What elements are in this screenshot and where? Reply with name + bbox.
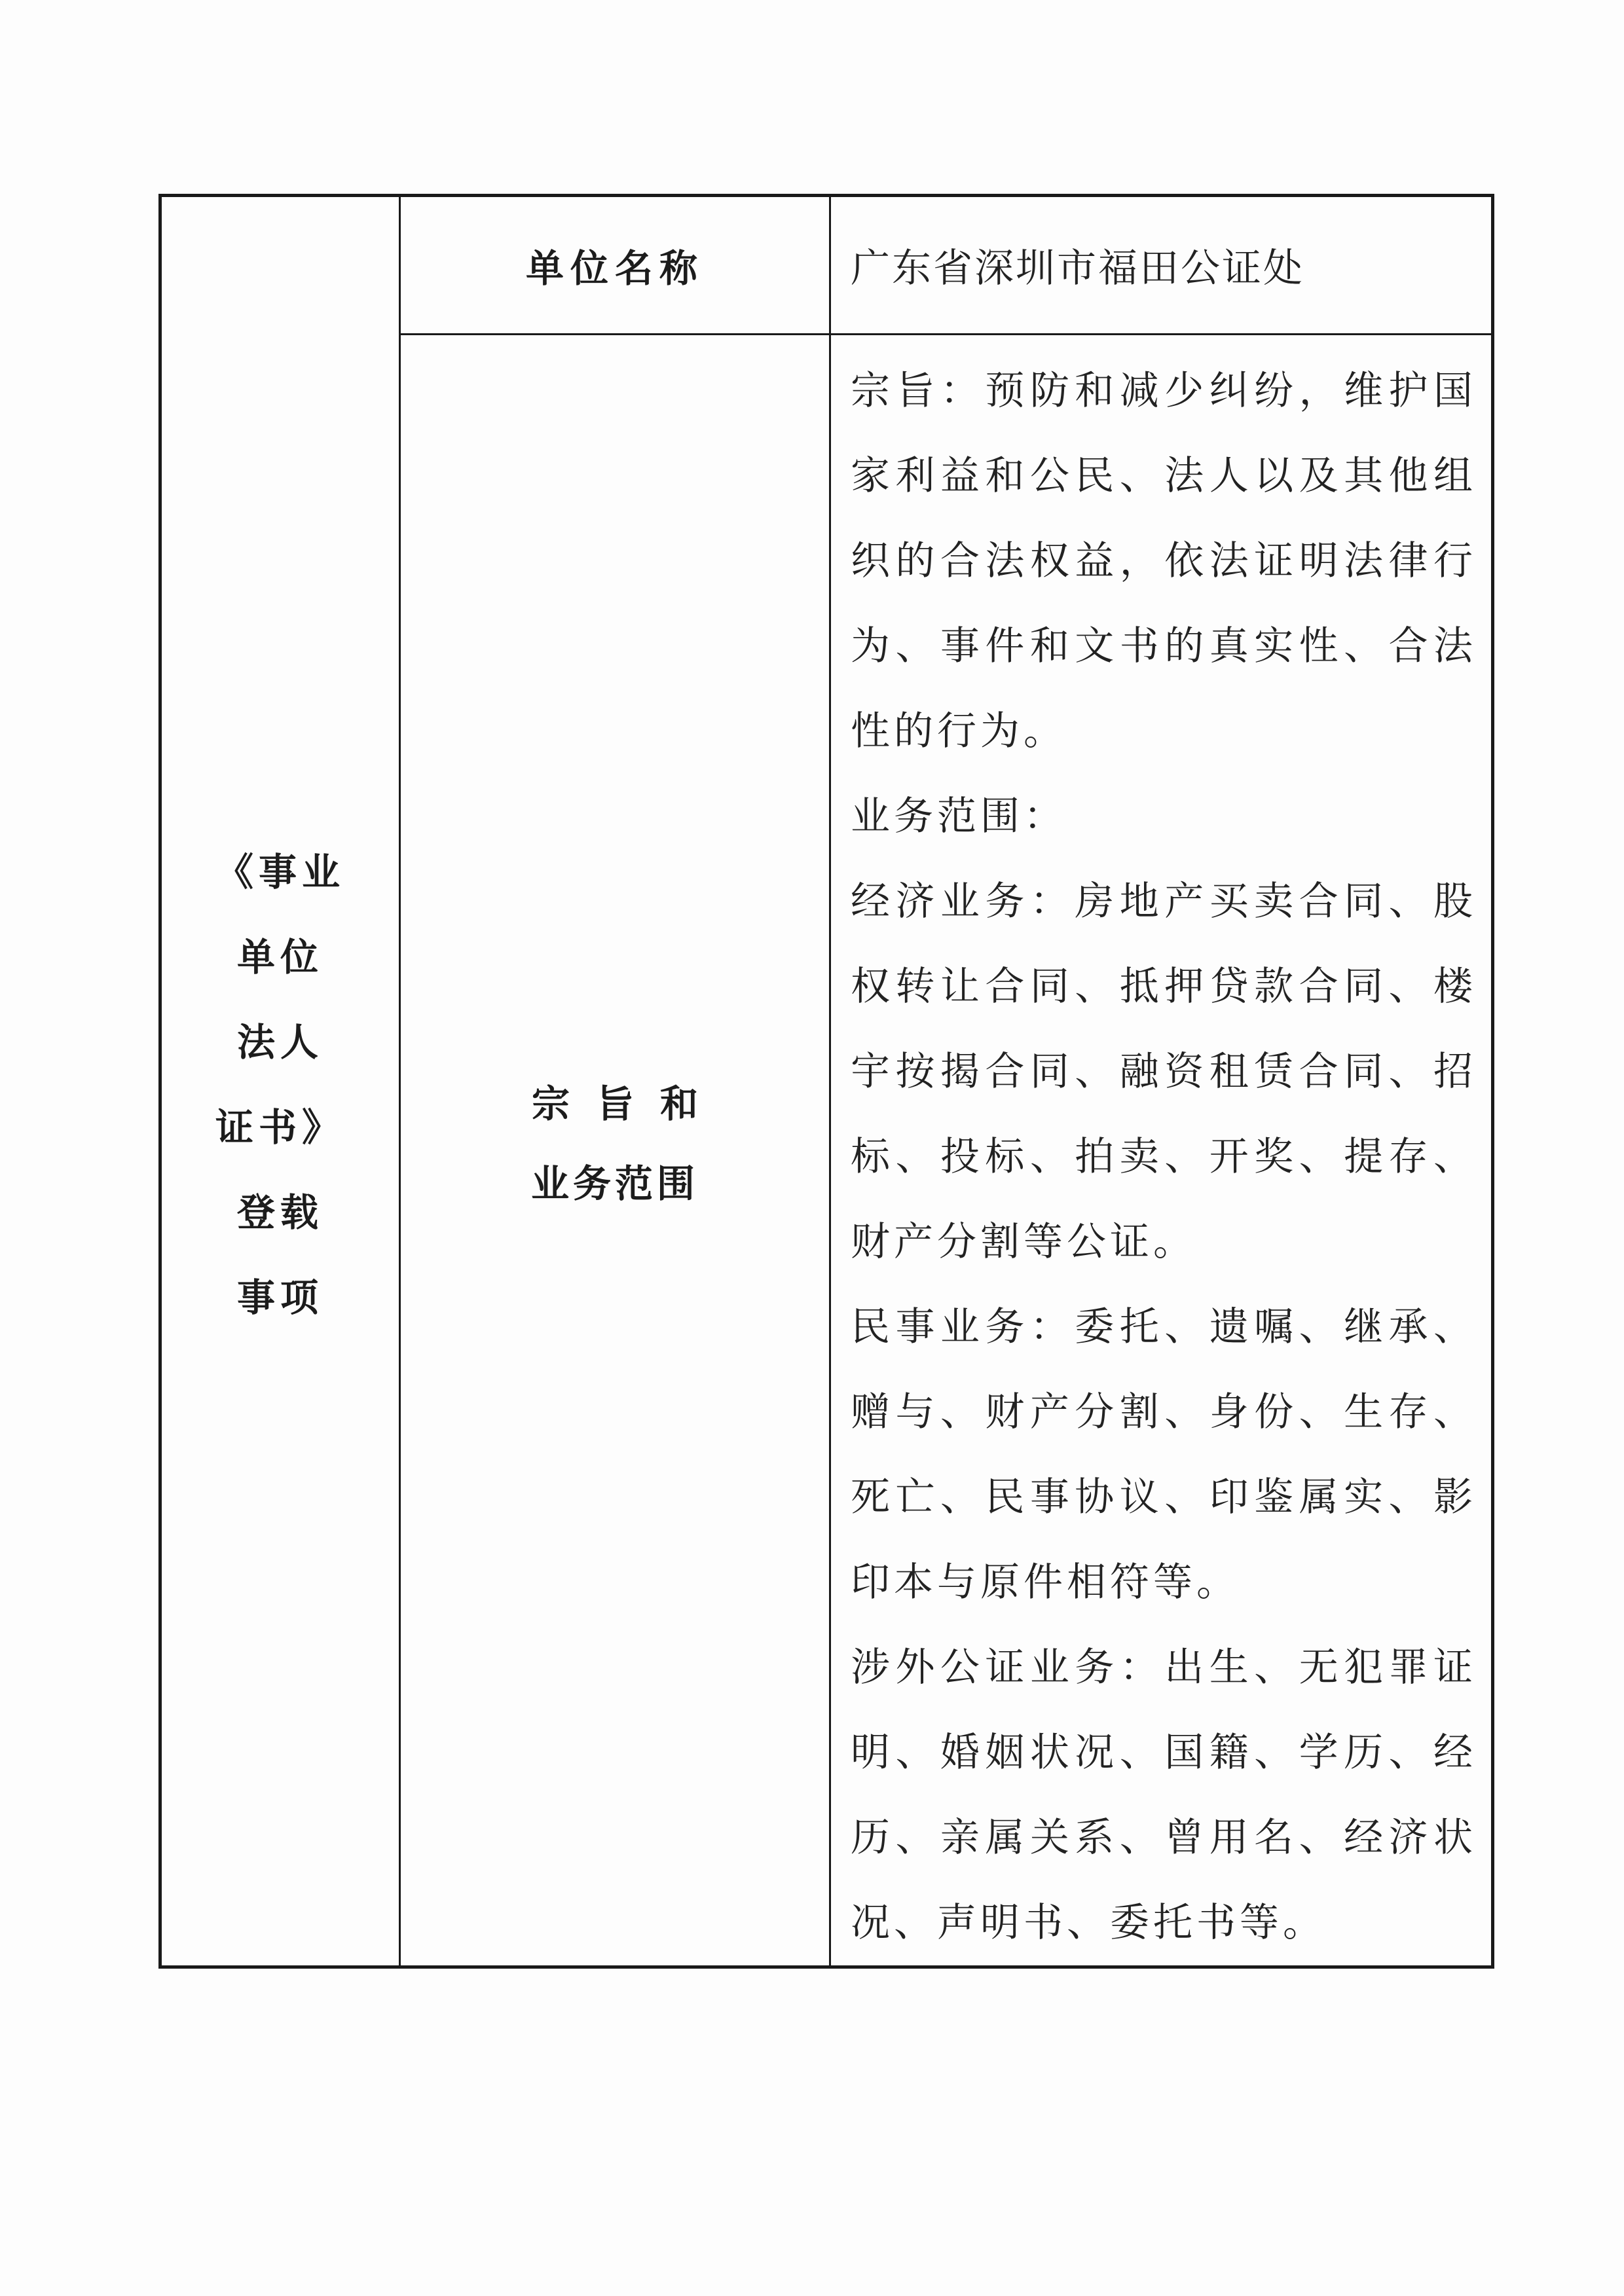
unit-name-label: 单位名称 — [525, 246, 704, 291]
category-line: 《事业 — [215, 849, 345, 894]
unit-name-value: 广东省深圳市福田公证处 — [830, 196, 1493, 335]
scope-label-line1: 宗旨和 — [531, 1082, 724, 1126]
registration-table — [158, 194, 1494, 1969]
scope-label-line2: 业务范围 — [530, 1161, 699, 1206]
category-label — [162, 845, 399, 1325]
scope-label — [401, 1076, 829, 1211]
unit-name-row — [160, 196, 1493, 335]
scope-value-cell — [830, 335, 1493, 1967]
category-line: 法人 — [236, 1019, 323, 1065]
category-line: 单位 — [236, 934, 323, 979]
unit-name-label-cell — [400, 196, 830, 335]
category-line: 事项 — [236, 1275, 323, 1320]
category-line: 证书》 — [215, 1104, 345, 1150]
business-scope-heading: 业务范围： — [851, 793, 1067, 839]
scope-label-cell — [400, 335, 830, 1967]
civil-business-paragraph: 民事业务：委托、遗嘱、继承、赠与、财产分割、身份、生存、死亡、民事协议、印鉴属实、影印本与原件相符等。 — [851, 1304, 1477, 1605]
category-cell — [160, 196, 400, 1967]
foreign-notary-paragraph: 涉外公证业务：出生、无犯罪证明、婚姻状况、国籍、学历、经历、亲属关系、曾用名、经济状况、声明书、委托书等。 — [851, 1645, 1477, 1946]
economic-business-paragraph: 经济业务：房地产买卖合同、股权转让合同、抵押贷款合同、楼宇按揭合同、融资租赁合同、招标、投标、拍卖、开奖、提存、财产分割等公证。 — [851, 879, 1477, 1265]
purpose-paragraph: 宗旨：预防和减少纠纷，维护国家利益和公民、法人以及其他组织的合法权益，依法证明法律行为、事件和文书的真实性、合法性的行为。 — [851, 368, 1477, 754]
category-line: 登载 — [236, 1190, 323, 1235]
